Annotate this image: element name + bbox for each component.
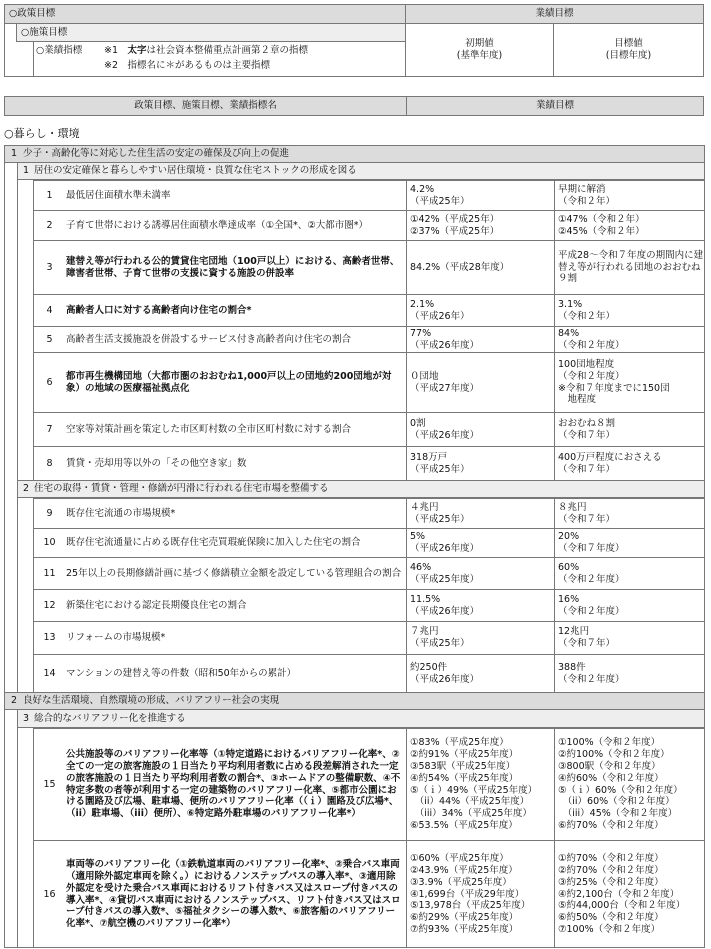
indicator-name-text: マンションの建替え等の件数（昭和50年からの累計） bbox=[66, 667, 297, 679]
table-row bbox=[33, 294, 704, 326]
indicator-name bbox=[66, 499, 406, 528]
measure-text: 住宅の取得・賃貸・管理・修繕が円滑に行われる住宅市場を整備する bbox=[34, 483, 329, 495]
indent-line-4 bbox=[33, 498, 34, 692]
indicator-number: 11 bbox=[43, 567, 56, 579]
indicator-name bbox=[66, 590, 406, 621]
indicator-number: 6 bbox=[46, 376, 53, 388]
indicator-name bbox=[66, 529, 406, 557]
initial-value bbox=[406, 841, 554, 948]
measure-row-1 bbox=[17, 163, 704, 180]
target-value-text: 60% （令和２年度） bbox=[558, 561, 625, 585]
indicator-name-text: 高齢者生活支援施設を併設するサービス付き高齢者向け住宅の割合 bbox=[66, 333, 352, 345]
initial-value-text: 5% （平成26年度） bbox=[410, 531, 480, 554]
indicator-name-text: 高齢者人口に対する高齢者向け住宅の割合* bbox=[66, 304, 252, 316]
target-value bbox=[554, 499, 704, 528]
policy-num: 1 bbox=[10, 148, 18, 160]
measure-row-2 bbox=[17, 480, 704, 498]
target-value bbox=[554, 241, 704, 294]
initial-value-text: 46% （平成25年度） bbox=[410, 561, 480, 585]
initial-value bbox=[406, 295, 554, 326]
initial-value bbox=[406, 622, 554, 654]
target-value bbox=[554, 529, 704, 557]
policy-text: 少子・高齢化等に対応した住生活の安定の確保及び向上の促進 bbox=[23, 148, 290, 160]
legend-policy-goal bbox=[5, 5, 406, 24]
target-value-text: 早期に解消 （令和２年） bbox=[558, 183, 616, 207]
indicator-name-text: 既存住宅流通の市場規模* bbox=[66, 507, 176, 519]
initial-value bbox=[406, 499, 554, 528]
indicator-number: 3 bbox=[46, 261, 53, 273]
initial-value-text: ４兆円 （平成25年） bbox=[410, 501, 470, 525]
target-value-text: ①約70%（令和２年度） ②約70%（令和２年度） ③約25%（令和２年度） ④約2,100台（令和２年度） ⑤約44,000台（令和２年度） ⑥約50%（令和２年度） ⑦100%（令和２年度） bbox=[558, 852, 686, 936]
indicator-name-text: 新築住宅における認定長期優良住宅の割合 bbox=[66, 599, 247, 611]
measure-row-3 bbox=[17, 710, 704, 728]
indicator-name-text: 25年以上の長期修繕計画に基づく修繕積立金額を設定している管理組合の割合 bbox=[66, 567, 402, 579]
initial-value-text: ①60%（平成25年度） ②43.9%（平成25年度） ③3.9%（平成25年度） ④1,699台（平成29年度） ⑤13,978台（平成25年度） ⑥約29%（平成25年度） ⑦約93%（平成25年度） bbox=[410, 852, 531, 936]
initial-value-text: 2.1% （平成26年） bbox=[410, 298, 470, 322]
measure-text: 居住の安定確保と暮らしやすい居住環境・良質な住宅ストックの形成を図る bbox=[34, 165, 357, 177]
target-value bbox=[554, 622, 704, 654]
target-value-text: 平成28～令和７年度の期間内に建替え等が行われる団地のおおむね９割 bbox=[558, 249, 704, 285]
indicator-name-text: 建替え等が行われる公的賃貸住宅団地（100戸以上）における、高齢者世帯、障害者世帯、子育て世帯の支援に資する施設の併設率 bbox=[66, 255, 400, 279]
target-value bbox=[554, 447, 704, 480]
table-row bbox=[33, 240, 704, 294]
indicator-name bbox=[66, 295, 406, 326]
indicator-name-text: 都市再生機構団地（大都市圏のおおむね1,000戸以上の団地約200団地が対象）の地域の医療福祉拠点化 bbox=[66, 370, 392, 394]
section-title: ○暮らし・環境 bbox=[4, 127, 80, 140]
target-value-text: 400万戸程度におさえる （令和７年） bbox=[558, 451, 662, 475]
table-row bbox=[33, 180, 704, 210]
target-value-text: 84% （令和２年度） bbox=[558, 327, 625, 351]
table-header-left: 政策目標、施策目標、業績指標名 bbox=[4, 96, 407, 116]
target-value bbox=[554, 590, 704, 621]
target-value-text: 16% （令和２年度） bbox=[558, 593, 625, 617]
target-value bbox=[554, 413, 704, 446]
legend-kpi-header-text: 業績目標 bbox=[535, 8, 574, 20]
legend-measure-goal-text: ○施策目標 bbox=[21, 26, 68, 38]
target-value-text: ①47%（令和２年） ②45%（令和２年） bbox=[558, 213, 645, 237]
indicator-number: 4 bbox=[46, 304, 53, 316]
initial-value bbox=[406, 327, 554, 352]
indent-line-5 bbox=[33, 728, 34, 948]
initial-value bbox=[406, 655, 554, 692]
target-value bbox=[554, 655, 704, 692]
initial-value-text: ①83%（平成25年度） ②約91%（平成25年度） ③583駅（平成25年度） ④約54%（平成25年度） ⑤（ｉ）49%（平成25年度） （ii）44%（平成25年度） （iii）34%（平成25年度） ⑥53.5%（平成25年度） bbox=[410, 737, 538, 832]
indicator-number: 2 bbox=[46, 219, 53, 231]
initial-value bbox=[406, 353, 554, 412]
table-row bbox=[33, 840, 704, 948]
target-value-text: ８兆円 （令和７年） bbox=[558, 501, 616, 525]
initial-value bbox=[406, 447, 554, 480]
initial-value bbox=[406, 729, 554, 840]
measure-text: 総合的なバリアフリー化を推進する bbox=[34, 712, 186, 724]
indicator-number: 15 bbox=[43, 778, 56, 790]
target-value-text: ①100%（令和２年度） ②約100%（令和２年度） ③800駅（令和２年度） ④約60%（令和２年度） ⑤（ｉ）60%（令和２年度） （ii）60%（令和２年度） （iii）45%（令和２年度） ⑥約70%（令和２年度） bbox=[558, 737, 683, 832]
table-row bbox=[33, 621, 704, 654]
indicator-number: 8 bbox=[46, 457, 53, 469]
indicator-name-text: 車両等のバリアフリー化（①鉄軌道車両のバリアフリー化率*、②乗合バス車両（適用除外認定車両を除く。）におけるノンステップバスの導入率*、③適用除外認定を受けた乗合バス車両におけるリフト付きバス又はスロープ付きバスの導入率*、④貸切バス車両におけるノンステップバス、リフト付きバス又はスロープ付きバスの導入数*、⑤福祉タクシーの導入数*、⑥旅客船のバリアフリー化率*、⑦航空機のバリアフリー化率*） bbox=[66, 858, 401, 930]
indicator-number: 12 bbox=[43, 599, 56, 611]
indicator-name-text: 最低居住面積水準未満率 bbox=[66, 189, 171, 201]
indent-line-3 bbox=[33, 180, 34, 480]
measure-num: 2 bbox=[22, 483, 30, 495]
indicator-number: 9 bbox=[46, 507, 53, 519]
target-value bbox=[554, 353, 704, 412]
indicator-name bbox=[66, 353, 406, 412]
table-row bbox=[33, 498, 704, 528]
initial-value-text: ７兆円 （平成25年） bbox=[410, 626, 470, 649]
indicator-name bbox=[66, 327, 406, 352]
initial-value-text: 77% （平成26年度） bbox=[410, 327, 480, 351]
initial-value-text: 0割 （平成26年度） bbox=[410, 417, 480, 441]
indicator-number: 1 bbox=[46, 189, 53, 201]
initial-value bbox=[406, 413, 554, 446]
indicator-name bbox=[66, 241, 406, 294]
indicator-number: 13 bbox=[43, 632, 56, 644]
initial-value bbox=[406, 590, 554, 621]
initial-value-text: ０団地 （平成27年度） bbox=[410, 370, 480, 394]
indicator-name bbox=[66, 841, 406, 948]
target-value bbox=[554, 181, 704, 210]
initial-value bbox=[406, 241, 554, 294]
legend-initial-value: 初期値 (基準年度) bbox=[406, 24, 554, 76]
policy-row-2 bbox=[5, 692, 704, 710]
indent-line-1 bbox=[17, 163, 18, 692]
legend-indicator-label: ○業績指標 bbox=[36, 45, 83, 56]
indicator-name bbox=[66, 729, 406, 840]
policy-num: 2 bbox=[10, 695, 18, 707]
indicator-name bbox=[66, 558, 406, 589]
table-row bbox=[33, 326, 704, 352]
indicator-name-text: 既存住宅流通量に占める既存住宅売買瑕疵保険に加入した住宅の割合 bbox=[66, 537, 361, 549]
indicator-name bbox=[66, 211, 406, 240]
table-row bbox=[33, 352, 704, 412]
initial-value-text: 4.2% （平成25年） bbox=[410, 183, 470, 207]
target-value bbox=[554, 841, 704, 948]
initial-value-text: 318万戸 （平成25年） bbox=[410, 451, 470, 475]
target-value-text: 12兆円 （令和７年） bbox=[558, 626, 616, 649]
indent-line-2 bbox=[17, 710, 18, 948]
indicator-number: 16 bbox=[43, 888, 56, 900]
table-row bbox=[33, 412, 704, 446]
table-row bbox=[33, 589, 704, 621]
measure-num: 3 bbox=[22, 712, 30, 724]
legend-note2: ※2 指標名に＊があるものは主要指標 bbox=[104, 60, 271, 71]
target-value-text: 3.1% （令和２年） bbox=[558, 298, 616, 322]
initial-value bbox=[406, 211, 554, 240]
indicator-name bbox=[66, 413, 406, 446]
measure-num: 1 bbox=[22, 165, 30, 177]
legend-measure-goal bbox=[16, 24, 406, 42]
target-value-text: 388件 （令和２年度） bbox=[558, 661, 625, 685]
target-value-text: おおむね８割 （令和７年） bbox=[558, 417, 616, 441]
indicator-number: 5 bbox=[46, 333, 53, 345]
target-value bbox=[554, 558, 704, 589]
table-row bbox=[33, 528, 704, 557]
initial-value-text: 約250件 （平成26年度） bbox=[410, 661, 480, 685]
indicator-number: 14 bbox=[43, 667, 56, 679]
target-value-text: 20% （令和７年度） bbox=[558, 531, 625, 554]
target-value bbox=[554, 327, 704, 352]
indicator-name-text: リフォームの市場規模* bbox=[66, 632, 166, 644]
indicator-number: 10 bbox=[43, 537, 56, 549]
initial-value bbox=[406, 181, 554, 210]
legend-note1: ※1 太字は社会資本整備重点計画第２章の指標 bbox=[104, 45, 309, 56]
table-header-right: 業績目標 bbox=[406, 96, 704, 116]
initial-value-text: 11.5% （平成26年度） bbox=[410, 593, 480, 617]
table-row bbox=[33, 557, 704, 589]
indicator-name-text: 空家等対策計画を策定した市区町村数の全市区町村数に対する割合 bbox=[66, 423, 352, 435]
initial-value-text: 84.2%（平成28年度） bbox=[410, 261, 510, 273]
indicator-name-text: 子育て世帯における誘導居住面積水準達成率（①全国*、②大都市圏*） bbox=[66, 219, 369, 231]
target-value bbox=[554, 295, 704, 326]
table-row bbox=[33, 210, 704, 240]
legend-target-value: 目標値 (目標年度) bbox=[605, 38, 652, 61]
indicator-name bbox=[66, 655, 406, 692]
indicator-name bbox=[66, 622, 406, 654]
indicator-name-text: 賃貸・売却用等以外の「その他空き家」数 bbox=[66, 457, 247, 469]
table-row bbox=[33, 654, 704, 692]
initial-value bbox=[406, 529, 554, 557]
initial-value-text: ①42%（平成25年） ②37%（平成25年） bbox=[410, 213, 500, 237]
initial-value bbox=[406, 558, 554, 589]
target-value bbox=[554, 211, 704, 240]
indicator-name-text: 公共施設等のバリアフリー化率等（①特定道路におけるバリアフリー化率*、②全ての一定の旅客施設の１日当たり平均利用者数に占める段差解消された一定の旅客施設の１日当たり平均利用者数の割合*、③ホームドアの整備駅数、④不特定多数の者等が利用する一定の建築物のバリアフリー化率、⑤都市公園における園路及び広場、駐車場、便所のバリアフリー化率（（ｉ）園路及び広場*、（ii）駐車場、（iii）便所）、⑥特定路外駐車場のバリアフリー化率*） bbox=[66, 748, 401, 820]
target-value bbox=[554, 729, 704, 840]
policy-text: 良好な生活環境、自然環境の形成、バリアフリー社会の実現 bbox=[23, 695, 280, 707]
table-row bbox=[33, 728, 704, 840]
indicator-number: 7 bbox=[46, 423, 53, 435]
legend-policy-goal-text: ○政策目標 bbox=[9, 8, 56, 20]
indicator-name bbox=[66, 181, 406, 210]
indicator-name bbox=[66, 447, 406, 480]
target-value-text: 100団地程度 （令和２年度） ※令和７年度までに150団 地程度 bbox=[558, 358, 670, 406]
table-row bbox=[33, 446, 704, 480]
policy-row-1 bbox=[5, 146, 704, 163]
legend-kpi-header bbox=[406, 5, 703, 24]
